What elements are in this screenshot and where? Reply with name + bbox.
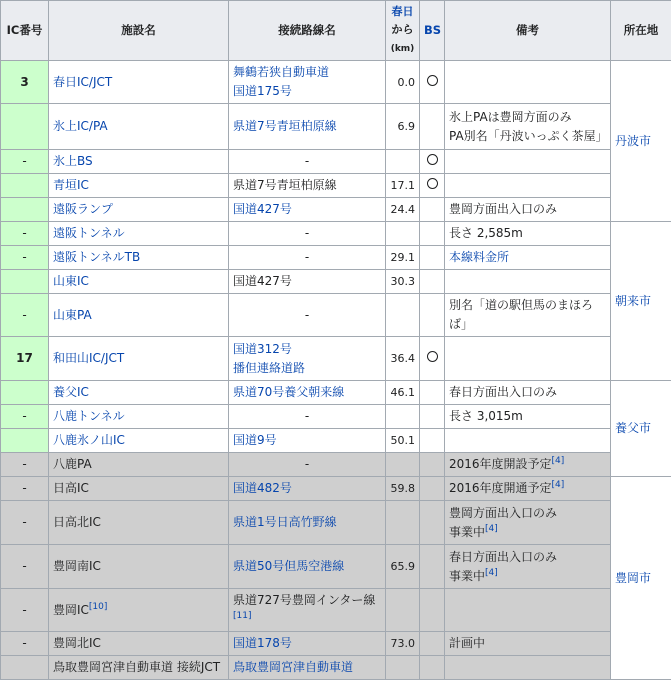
note	[445, 501, 611, 545]
bs-cell	[420, 222, 445, 246]
bs-cell	[420, 477, 445, 501]
route-cell	[229, 477, 386, 501]
bs-cell	[420, 61, 445, 104]
citation-link[interactable]: [4]	[552, 456, 565, 466]
route-link[interactable]: 国道482号	[233, 481, 292, 495]
facility-link[interactable]: 春日IC/JCT	[53, 75, 112, 89]
bs-cell	[420, 501, 445, 545]
city-link[interactable]: 豊岡市	[615, 571, 651, 585]
route-cell	[229, 656, 386, 680]
note: 長さ 3,015m	[445, 405, 611, 429]
route-cell: -	[229, 222, 386, 246]
table-row	[1, 61, 671, 104]
bs-cell	[420, 545, 445, 589]
table-row	[1, 381, 671, 405]
facility-name	[49, 222, 229, 246]
note	[445, 453, 611, 477]
bs-circle-icon	[427, 75, 438, 86]
route-link[interactable]: 県道50号但馬空港線	[233, 559, 344, 573]
distance: 59.8	[386, 477, 420, 501]
route-link[interactable]: 国道312号	[233, 342, 292, 356]
note: 春日方面出入口のみ	[445, 381, 611, 405]
facility-name	[49, 381, 229, 405]
table-row	[1, 198, 671, 222]
distance	[386, 589, 420, 632]
route-cell	[229, 198, 386, 222]
bs-cell	[420, 294, 445, 337]
city-cell	[611, 477, 671, 680]
route-cell: -	[229, 294, 386, 337]
distance	[386, 501, 420, 545]
facility-name: 日高北IC	[49, 501, 229, 545]
facility-name	[49, 198, 229, 222]
bs-cell	[420, 656, 445, 680]
route-link[interactable]: 県道70号養父朝来線	[233, 385, 344, 399]
table-row	[1, 477, 671, 501]
route-link[interactable]: 鳥取豊岡宮津自動車道	[233, 660, 353, 674]
route-link[interactable]: 国道175号	[233, 84, 292, 98]
ic-number	[1, 270, 49, 294]
facility-name	[49, 174, 229, 198]
route-cell	[229, 381, 386, 405]
facility-name	[49, 405, 229, 429]
facility-link[interactable]: 氷上BS	[53, 154, 93, 168]
table-row	[1, 656, 671, 680]
bs-cell	[420, 150, 445, 174]
facility-link[interactable]: 八鹿氷ノ山IC	[53, 433, 125, 447]
bs-cell	[420, 405, 445, 429]
facility-name	[49, 246, 229, 270]
header-city: 所在地	[611, 1, 671, 61]
table-row	[1, 501, 671, 545]
table-row	[1, 337, 671, 381]
facility-name	[49, 150, 229, 174]
note: 豊岡方面出入口のみ	[445, 198, 611, 222]
distance: 65.9	[386, 545, 420, 589]
bs-cell	[420, 453, 445, 477]
header-bs-link[interactable]: BS	[424, 23, 441, 37]
route-cell	[229, 429, 386, 453]
note	[445, 174, 611, 198]
facility-name: 豊岡南IC	[49, 545, 229, 589]
table-row	[1, 104, 671, 150]
facility-name	[49, 104, 229, 150]
facility-link[interactable]: 氷上IC/PA	[53, 119, 108, 133]
table-row	[1, 150, 671, 174]
bs-cell	[420, 198, 445, 222]
note: 長さ 2,585m	[445, 222, 611, 246]
bs-cell	[420, 381, 445, 405]
facility-link[interactable]: 養父IC	[53, 385, 89, 399]
distance: 50.1	[386, 429, 420, 453]
distance	[386, 294, 420, 337]
header-route: 接続路線名	[229, 1, 386, 61]
citation-link[interactable]: [4]	[552, 480, 565, 490]
bs-cell	[420, 429, 445, 453]
facility-name	[49, 429, 229, 453]
city-cell	[611, 61, 671, 222]
table-row	[1, 222, 671, 246]
route-cell	[229, 632, 386, 656]
note	[445, 104, 611, 150]
header-distance-a[interactable]: 春日	[392, 5, 414, 18]
ic-number: -	[1, 150, 49, 174]
table-row	[1, 270, 671, 294]
ic-number	[1, 429, 49, 453]
route-cell	[229, 337, 386, 381]
ic-number: -	[1, 477, 49, 501]
city-link[interactable]: 丹波市	[615, 134, 651, 148]
route-link[interactable]: 播但連絡道路	[233, 361, 305, 375]
distance: 6.9	[386, 104, 420, 150]
note	[445, 150, 611, 174]
bs-cell	[420, 174, 445, 198]
note	[445, 589, 611, 632]
header-ic: IC番号	[1, 1, 49, 61]
note-line: 事業中	[449, 569, 485, 583]
city-link[interactable]: 養父市	[615, 421, 651, 435]
table-row	[1, 294, 671, 337]
header-note: 備考	[445, 1, 611, 61]
facility-name: 豊岡北IC	[49, 632, 229, 656]
distance: 36.4	[386, 337, 420, 381]
facility-link[interactable]: 和田山IC/JCT	[53, 351, 124, 365]
note	[445, 337, 611, 381]
distance	[386, 150, 420, 174]
header-distance-b: から	[392, 23, 414, 36]
citation-link[interactable]: [11]	[233, 611, 251, 621]
bs-cell	[420, 632, 445, 656]
route-link[interactable]: 舞鶴若狭自動車道	[233, 65, 329, 79]
route-cell: 県道7号青垣柏原線	[229, 174, 386, 198]
facility-label: 豊岡IC	[53, 603, 89, 617]
bs-circle-icon	[427, 154, 438, 165]
note: 計画中	[445, 632, 611, 656]
table-row	[1, 453, 671, 477]
ic-number: -	[1, 246, 49, 270]
facility-link[interactable]: 八鹿トンネル	[53, 409, 125, 423]
note	[445, 246, 611, 270]
distance: 0.0	[386, 61, 420, 104]
distance: 30.3	[386, 270, 420, 294]
ic-number	[1, 104, 49, 150]
ic-number: 17	[1, 337, 49, 381]
note-line: 氷上PAは豊岡方面のみ	[449, 110, 572, 124]
route-cell	[229, 61, 386, 104]
table-row	[1, 545, 671, 589]
header-distance-unit: (km)	[391, 44, 415, 54]
note	[445, 61, 611, 104]
bs-cell	[420, 104, 445, 150]
bs-circle-icon	[427, 351, 438, 362]
table-row	[1, 174, 671, 198]
route-label: 県道727号豊岡インター線	[233, 593, 375, 607]
distance	[386, 405, 420, 429]
note-line: 2016年度開設予定	[449, 457, 552, 471]
ic-number: -	[1, 405, 49, 429]
note	[445, 429, 611, 453]
note	[445, 477, 611, 501]
note	[445, 656, 611, 680]
facility-name	[49, 270, 229, 294]
header-row	[1, 1, 671, 61]
facility-link[interactable]: 山東PA	[53, 308, 92, 322]
route-cell: 国道427号	[229, 270, 386, 294]
route-link[interactable]: 国道427号	[233, 202, 292, 216]
ic-number: -	[1, 545, 49, 589]
distance: 17.1	[386, 174, 420, 198]
note-line: 豊岡方面出入口のみ	[449, 506, 557, 520]
ic-number: -	[1, 453, 49, 477]
facility-name	[49, 61, 229, 104]
distance	[386, 222, 420, 246]
city-cell	[611, 381, 671, 477]
city-link[interactable]: 朝来市	[615, 294, 651, 308]
ic-number: -	[1, 501, 49, 545]
ic-number	[1, 381, 49, 405]
route-cell	[229, 501, 386, 545]
note-line: 春日方面出入口のみ	[449, 550, 557, 564]
facility-name	[49, 589, 229, 632]
ic-number: -	[1, 222, 49, 246]
note	[445, 270, 611, 294]
ic-number	[1, 174, 49, 198]
note-line: 事業中	[449, 525, 485, 539]
route-link[interactable]: 国道178号	[233, 636, 292, 650]
bs-cell	[420, 246, 445, 270]
facility-link[interactable]: 山東IC	[53, 274, 89, 288]
route-cell	[229, 104, 386, 150]
header-bs	[420, 1, 445, 61]
facility-name: 日高IC	[49, 477, 229, 501]
header-distance	[386, 1, 420, 61]
facility-name	[49, 337, 229, 381]
route-cell: -	[229, 246, 386, 270]
note-line: 2016年度開通予定	[449, 481, 552, 495]
citation-link[interactable]: [10]	[89, 602, 107, 612]
table-row	[1, 405, 671, 429]
route-link[interactable]: 県道1号日高竹野線	[233, 515, 337, 529]
table-row	[1, 429, 671, 453]
facility-name: 鳥取豊岡宮津自動車道 接続JCT	[49, 656, 229, 680]
note-link[interactable]: 本線料金所	[449, 250, 509, 264]
citation-link[interactable]: [4]	[485, 568, 498, 578]
facility-link[interactable]: 遠阪トンネル	[53, 226, 125, 240]
facility-name: 八鹿PA	[49, 453, 229, 477]
header-name: 施設名	[49, 1, 229, 61]
distance	[386, 656, 420, 680]
note: 別名「道の駅但馬のまほろば」	[445, 294, 611, 337]
bs-circle-icon	[427, 178, 438, 189]
city-cell	[611, 222, 671, 381]
route-cell	[229, 589, 386, 632]
note	[445, 545, 611, 589]
route-cell: -	[229, 453, 386, 477]
distance: 24.4	[386, 198, 420, 222]
route-cell	[229, 545, 386, 589]
route-link[interactable]: 国道9号	[233, 433, 277, 447]
distance	[386, 453, 420, 477]
facility-name	[49, 294, 229, 337]
ic-number: -	[1, 632, 49, 656]
table-row	[1, 589, 671, 632]
table-row	[1, 632, 671, 656]
route-link[interactable]: 県道7号青垣柏原線	[233, 119, 337, 133]
note-line: PA別名「丹波いっぷく茶屋」	[449, 129, 608, 143]
distance: 73.0	[386, 632, 420, 656]
facility-link[interactable]: 青垣IC	[53, 178, 89, 192]
route-cell: -	[229, 405, 386, 429]
distance: 29.1	[386, 246, 420, 270]
ic-number: -	[1, 294, 49, 337]
route-cell: -	[229, 150, 386, 174]
facility-link[interactable]: 遠阪トンネルTB	[53, 250, 140, 264]
bs-cell	[420, 270, 445, 294]
bs-cell	[420, 337, 445, 381]
ic-number	[1, 656, 49, 680]
ic-number: -	[1, 589, 49, 632]
citation-link[interactable]: [4]	[485, 524, 498, 534]
ic-number: 3	[1, 61, 49, 104]
distance: 46.1	[386, 381, 420, 405]
ic-number	[1, 198, 49, 222]
bs-cell	[420, 589, 445, 632]
table-row	[1, 246, 671, 270]
facility-link[interactable]: 遠阪ランプ	[53, 202, 113, 216]
